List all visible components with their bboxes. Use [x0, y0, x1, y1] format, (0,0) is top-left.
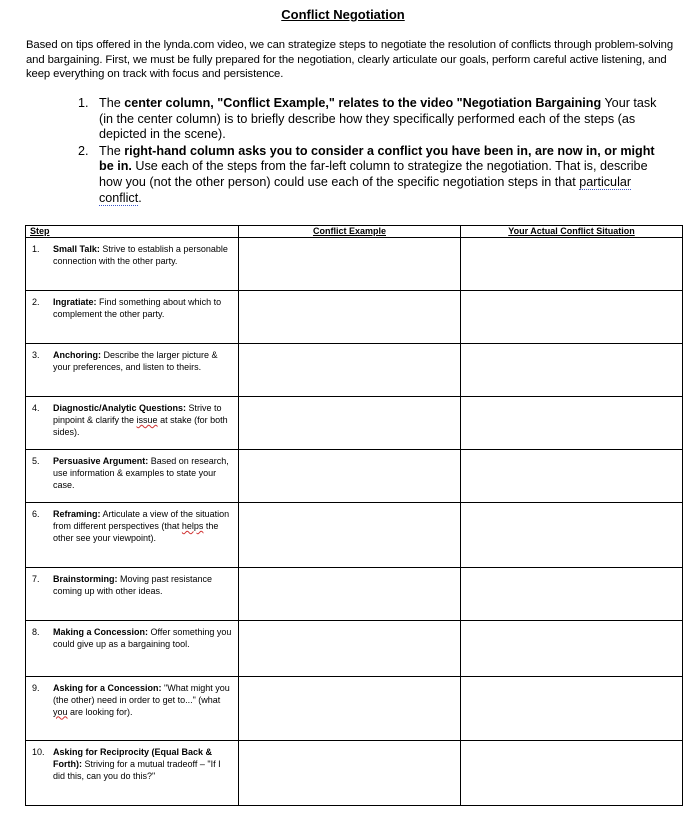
instructions-list [78, 96, 668, 207]
table-row [26, 397, 683, 450]
step-description: "What might you (the other) need in order to get to..." (what [53, 683, 230, 705]
conflict-example-cell[interactable] [239, 621, 461, 677]
step-cell [26, 450, 239, 503]
table-row [26, 503, 683, 568]
instruction-text: Your task (in the center column) is to briefly describe how they specifically performed each of the steps (as depicted in the scene). [99, 96, 657, 142]
step-description: at stake (for both sides). [53, 414, 228, 437]
actual-situation-cell[interactable] [461, 344, 683, 397]
instruction-text: The [99, 96, 125, 110]
step-term: Persuasive Argument: [53, 456, 149, 466]
step-description: Find something about which to complement the other party. [53, 297, 222, 319]
step-description: Strive to establish a personable connection with the other party. [53, 244, 228, 266]
conflict-example-cell[interactable] [239, 677, 461, 741]
particular-conflict-link[interactable]: particular conflict [99, 174, 632, 205]
step-description: Articulate a view of the situation from different perspectives (that [53, 509, 230, 531]
step-description: Strive to pinpoint & clarify the [53, 403, 222, 425]
step-description: the other see your viewpoint). [53, 520, 219, 543]
instruction-text: . [138, 190, 142, 205]
step-number: 6. [32, 509, 40, 519]
table-row [26, 677, 683, 741]
table-row [26, 621, 683, 677]
actual-situation-cell[interactable] [461, 621, 683, 677]
instruction-number: 1. [78, 96, 89, 110]
step-term: Making a Concession: [53, 627, 149, 637]
step-column-header: Step [26, 226, 239, 238]
step-description: Striving for a mutual tradeoff – "If I did this, can you do this?" [53, 758, 221, 781]
step-cell [26, 677, 239, 741]
step-term: Anchoring: [53, 350, 101, 360]
step-term: Brainstorming: [53, 574, 118, 584]
actual-situation-cell[interactable] [461, 450, 683, 503]
step-number: 4. [32, 403, 40, 413]
conflict-example-cell[interactable] [239, 503, 461, 568]
step-description: Describe the larger picture & your preferences, and listen to theirs. [53, 350, 218, 372]
spellcheck-word: helps [181, 520, 204, 531]
instruction-text: Use each of the steps from the far-left column to strategize the negotiation. That is, describe how you (not the other person) could use each of the specific negotiation steps in that [99, 159, 648, 189]
step-description: Moving past resistance coming up with other ideas. [53, 574, 213, 596]
step-description: are looking for). [67, 706, 133, 717]
actual-situation-cell[interactable] [461, 677, 683, 741]
conflict-example-cell[interactable] [239, 450, 461, 503]
table-row [26, 238, 683, 291]
conflict-example-cell[interactable] [239, 397, 461, 450]
step-description: Based on research, use information & examples to state your case. [53, 456, 229, 490]
step-cell [26, 291, 239, 344]
step-cell [26, 344, 239, 397]
step-number: 3. [32, 350, 40, 360]
step-cell [26, 568, 239, 621]
step-number: 7. [32, 574, 40, 584]
actual-situation-cell[interactable] [461, 503, 683, 568]
step-description: Offer something you could give up as a bargaining tool. [53, 627, 232, 649]
step-term: Asking for Reciprocity (Equal Back & Forth): [53, 747, 213, 769]
instruction-text: The [99, 143, 125, 158]
step-term: Diagnostic/Analytic Questions: [53, 403, 187, 413]
actual-situation-cell[interactable] [461, 291, 683, 344]
conflict-example-cell[interactable] [239, 568, 461, 621]
step-term: Reframing: [53, 509, 101, 519]
step-cell [26, 397, 239, 450]
conflict-example-cell[interactable] [239, 344, 461, 397]
step-term: Small Talk: [53, 244, 100, 254]
table-row [26, 741, 683, 806]
table-row [26, 568, 683, 621]
conflict-example-cell[interactable] [239, 291, 461, 344]
conflict-example-column-header: Conflict Example [239, 226, 461, 238]
step-number: 10. [32, 747, 45, 757]
instruction-emphasis: right-hand column asks you to consider a conflict you have been in, are now in, or might be in. [99, 143, 655, 174]
instruction-item [78, 96, 668, 143]
step-number: 1. [32, 244, 40, 254]
step-cell [26, 621, 239, 677]
table-row [26, 450, 683, 503]
table-row [26, 291, 683, 344]
intro-paragraph: Based on tips offered in the lynda.com video, we can strategize steps to negotiate the resolution of conflicts through problem-solving and bargaining. First, we must be fully prepared for the negotiation, clearly articulate our goals, perform careful active listening, and keep everything on track with focus and persistence. [26, 39, 674, 81]
steps-table [25, 225, 683, 806]
step-cell [26, 503, 239, 568]
table-header-row [26, 226, 683, 238]
page-title: Conflict Negotiation [281, 7, 405, 22]
actual-situation-cell[interactable] [461, 238, 683, 291]
instruction-item [78, 144, 668, 206]
conflict-example-cell[interactable] [239, 238, 461, 291]
actual-situation-column-header: Your Actual Conflict Situation [461, 226, 683, 238]
step-number: 2. [32, 297, 40, 307]
actual-situation-cell[interactable] [461, 568, 683, 621]
step-number: 9. [32, 683, 40, 693]
steps-table-container [25, 225, 683, 806]
spellcheck-word: issue [136, 414, 158, 425]
step-cell [26, 238, 239, 291]
step-term: Ingratiate: [53, 297, 97, 307]
step-number: 8. [32, 627, 40, 637]
actual-situation-cell[interactable] [461, 741, 683, 806]
table-row [26, 344, 683, 397]
conflict-example-cell[interactable] [239, 741, 461, 806]
step-number: 5. [32, 456, 40, 466]
step-cell [26, 741, 239, 806]
instruction-number: 2. [78, 143, 89, 158]
instruction-emphasis: center column, "Conflict Example," relates to the video "Negotiation Bargaining [124, 96, 602, 110]
actual-situation-cell[interactable] [461, 397, 683, 450]
spellcheck-word: you [53, 706, 68, 717]
step-term: Asking for a Concession: [53, 683, 162, 693]
